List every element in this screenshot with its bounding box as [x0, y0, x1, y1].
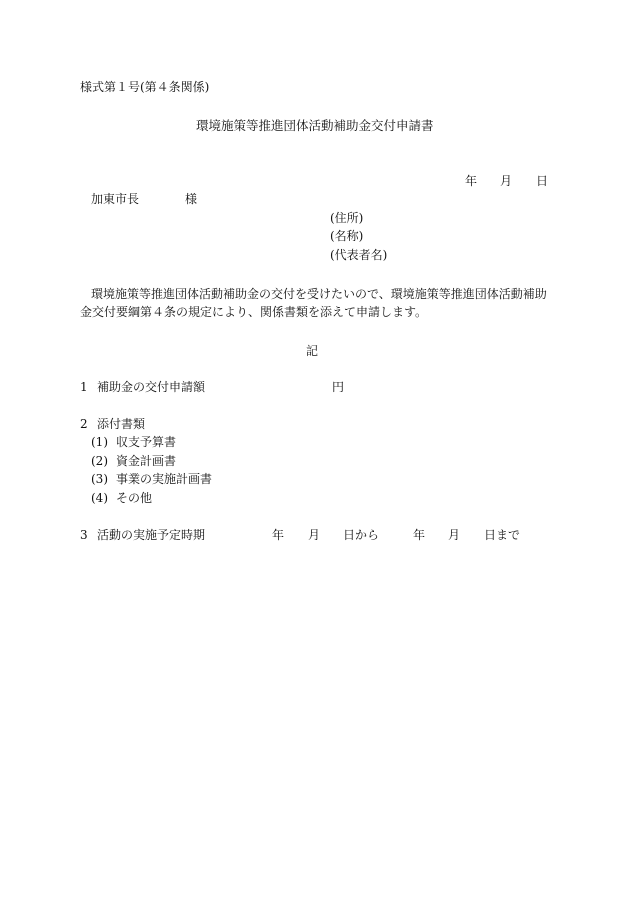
- date-day: 日: [536, 174, 549, 188]
- period-to-month: 月: [448, 528, 461, 542]
- period-to-year: 年: [413, 528, 426, 542]
- period-from-month: 月: [308, 528, 321, 542]
- date-year: 年: [465, 174, 478, 188]
- item-2-label: 添付書類: [97, 417, 146, 431]
- item-1-unit: 円: [332, 380, 345, 394]
- doc-1-label: 収支予算書: [116, 435, 177, 449]
- body-line-2: 金交付要綱第４条の規定により、関係書類を添えて申請します。: [80, 305, 428, 319]
- doc-2-label: 資金計画書: [116, 454, 177, 468]
- doc-2-number: (2): [91, 454, 108, 468]
- doc-1-number: (1): [91, 435, 108, 449]
- applicant-representative-label: (代表者名): [330, 248, 388, 262]
- date-month: 月: [500, 174, 513, 188]
- period-to-day: 日まで: [484, 528, 521, 542]
- ki-heading: 記: [306, 344, 319, 358]
- body-line-1: 環境施策等推進団体活動補助金の交付を受けたいので、環境施策等推進団体活動補助: [91, 287, 547, 301]
- applicant-name-label: (名称): [330, 229, 364, 243]
- item-1-label: 補助金の交付申請額: [97, 380, 206, 394]
- period-from-year: 年: [272, 528, 285, 542]
- item-1-number: 1: [80, 380, 88, 394]
- item-3-number: 3: [80, 528, 88, 542]
- doc-4-number: (4): [91, 491, 108, 505]
- form-id: 様式第１号(第４条関係): [80, 80, 210, 94]
- document-title: 環境施策等推進団体活動補助金交付申請書: [196, 118, 434, 133]
- doc-3-label: 事業の実施計画書: [116, 472, 213, 486]
- addressee-honorific: 様: [185, 192, 198, 206]
- applicant-address-label: (住所): [330, 211, 364, 225]
- item-3-label: 活動の実施予定時期: [97, 528, 206, 542]
- item-2-number: 2: [80, 417, 88, 431]
- doc-3-number: (3): [91, 472, 108, 486]
- addressee-name: 加東市長: [91, 192, 140, 206]
- doc-4-label: その他: [116, 491, 153, 505]
- period-from-day: 日から: [343, 528, 380, 542]
